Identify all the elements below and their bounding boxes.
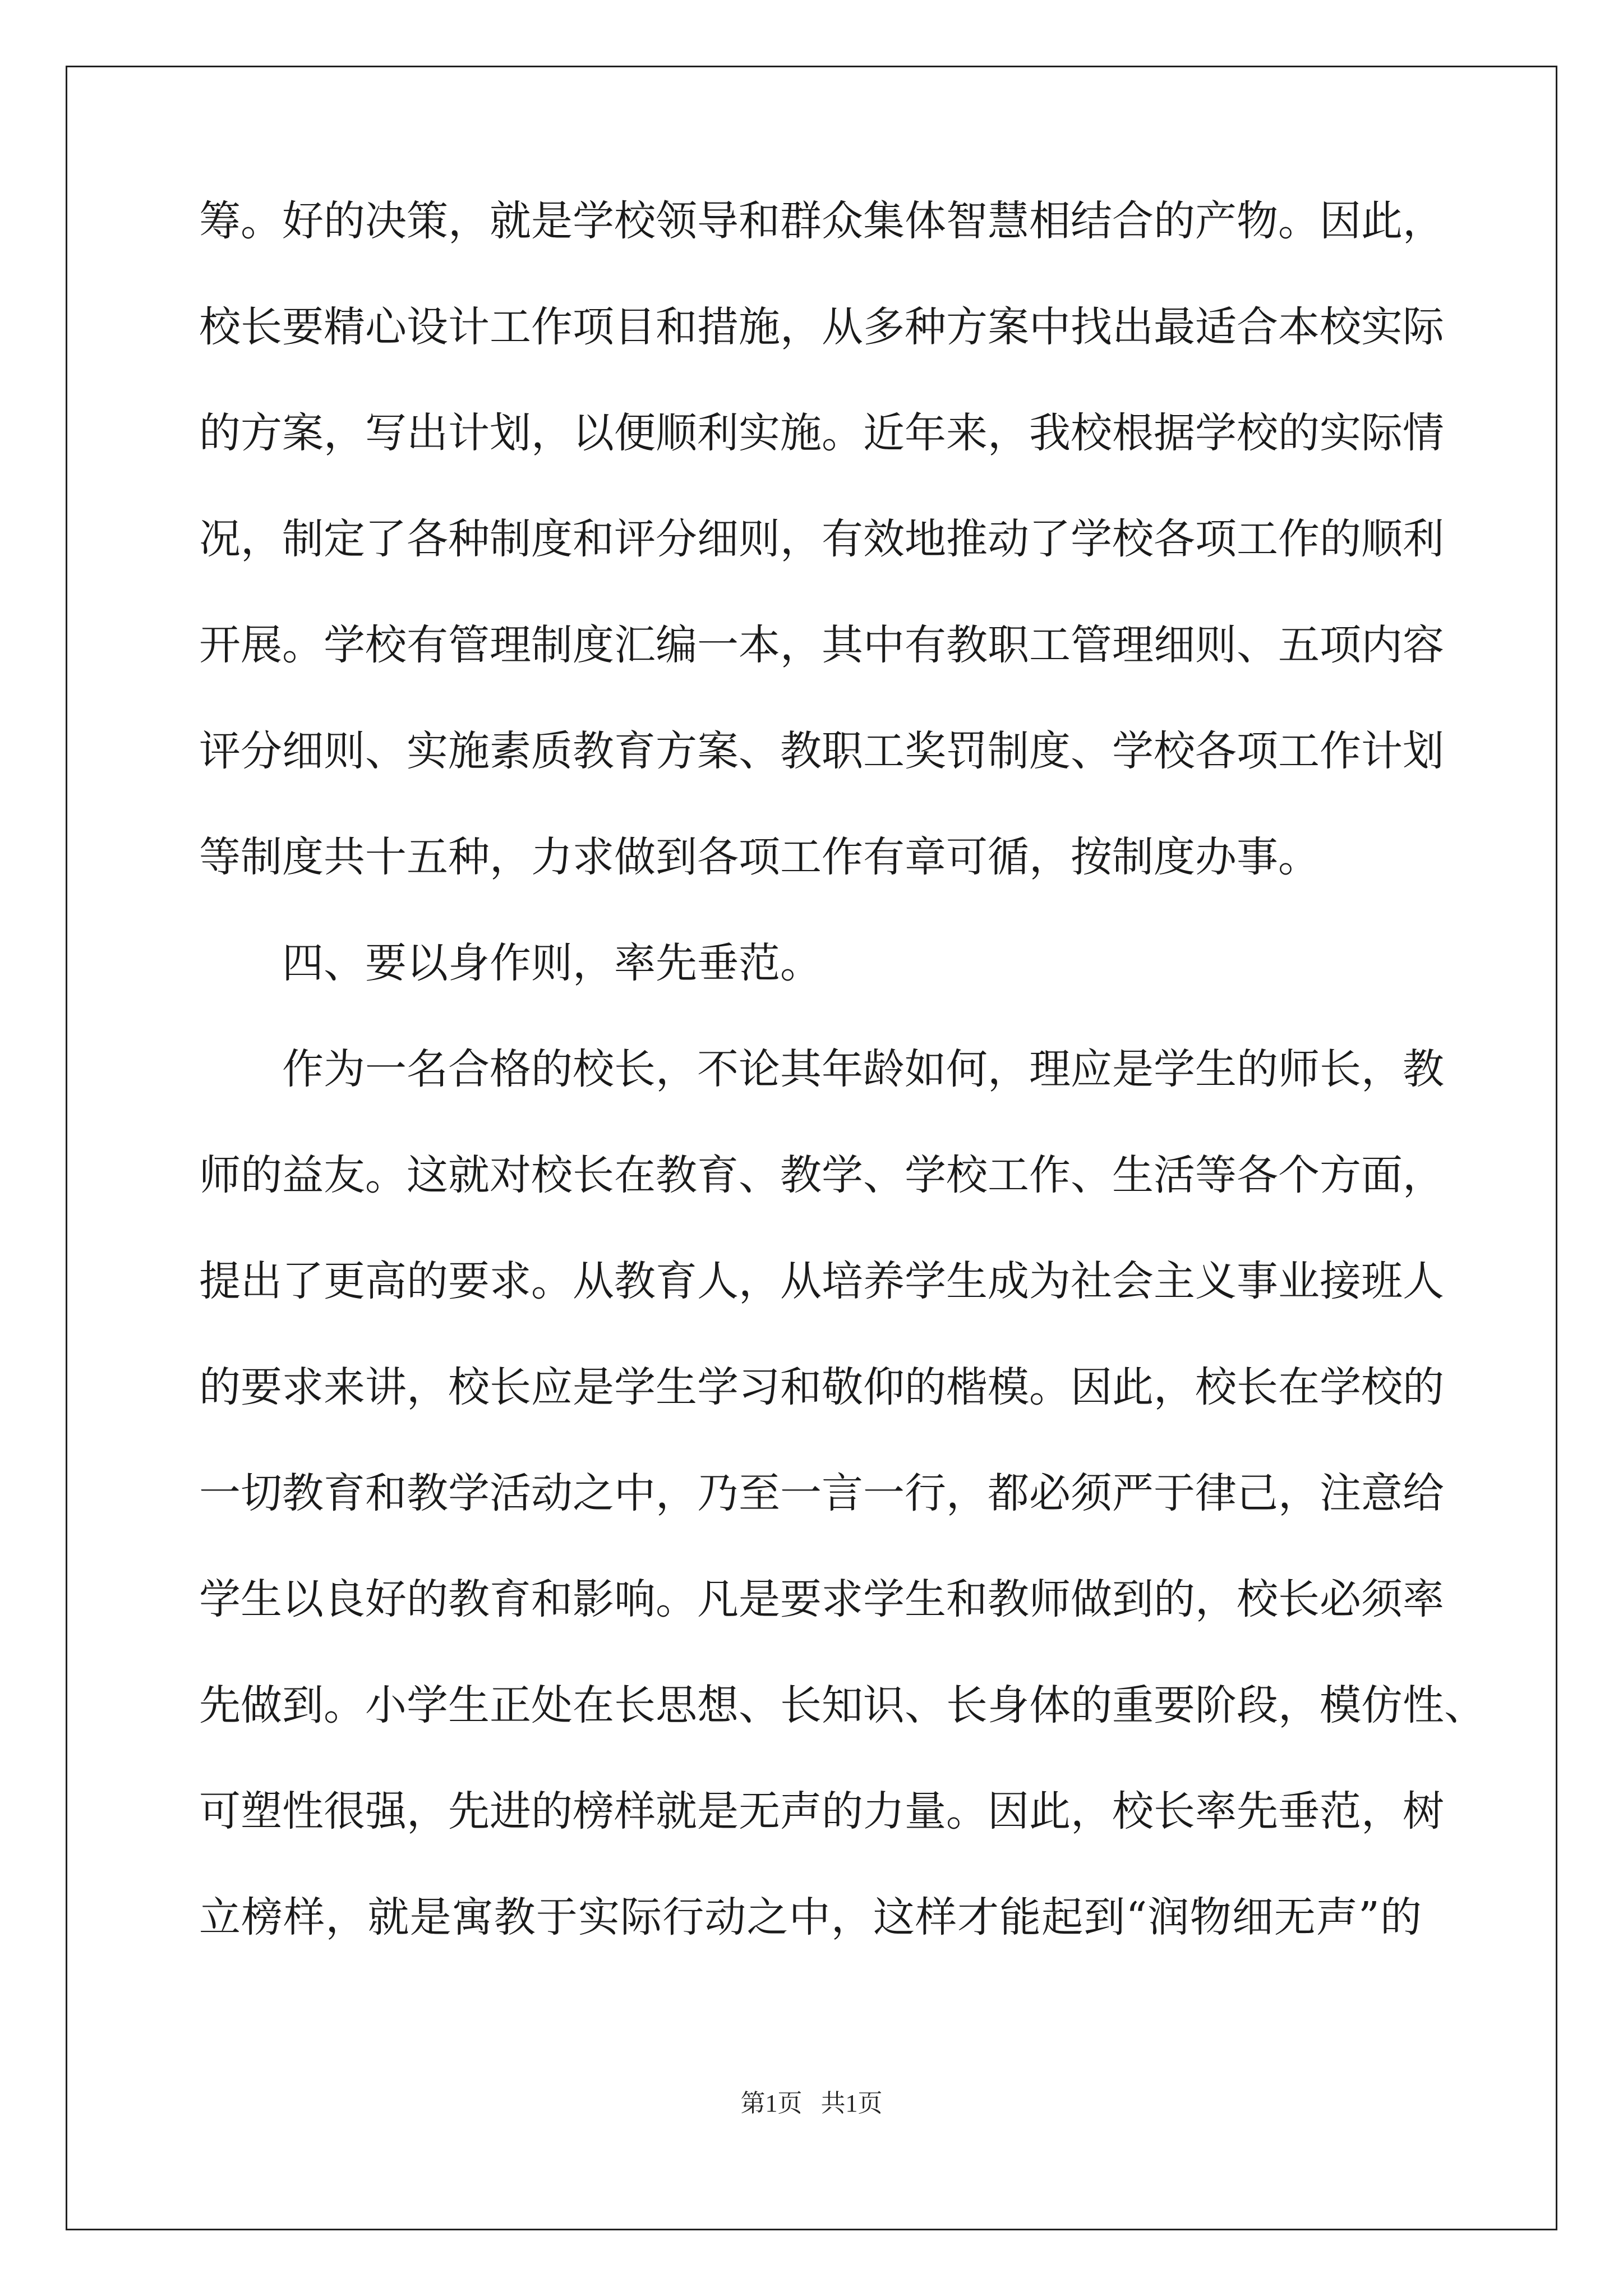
section-heading: 四、要以身作则，率先垂范。: [282, 939, 822, 987]
page-footer: 第1页 共1页: [740, 2090, 883, 2117]
text-line: 等制度共十五种，力求做到各项工作有章可循，按制度办事。: [199, 833, 1320, 881]
text-line: 作为一名合格的校长，不论其年龄如何，理应是学生的师长，教: [282, 1045, 1444, 1093]
text-line: 的方案，写出计划，以便顺利实施。近年来，我校根据学校的实际情: [199, 409, 1444, 457]
text-line: 提出了更高的要求。从教育人，从培养学生成为社会主义事业接班人: [199, 1257, 1444, 1305]
text-line: 开展。学校有管理制度汇编一本，其中有教职工管理细则、五项内容: [199, 621, 1444, 669]
text-line: 师的益友。这就对校长在教育、教学、学校工作、生活等各个方面，: [199, 1151, 1444, 1199]
document-body: [199, 168, 1486, 1971]
text-line: 先做到。小学生正处在长思想、长知识、长身体的重要阶段，模仿性、: [199, 1681, 1486, 1729]
text-line: 的要求来讲，校长应是学生学习和敬仰的楷模。因此，校长在学校的: [199, 1363, 1444, 1411]
text-line: 校长要精心设计工作项目和措施，从多种方案中找出最适合本校实际: [199, 303, 1444, 351]
text-line: 况，制定了各种制度和评分细则，有效地推动了学校各项工作的顺利: [199, 515, 1444, 563]
text-line: 可塑性很强，先进的榜样就是无声的力量。因此，校长率先垂范，树: [199, 1787, 1444, 1835]
text-line: 立榜样，就是寓教于实际行动之中，这样才能起到“润物细无声”的: [199, 1893, 1422, 1941]
text-line: 学生以良好的教育和影响。凡是要求学生和教师做到的，校长必须率: [199, 1575, 1444, 1623]
text-line: 评分细则、实施素质教育方案、教职工奖罚制度、学校各项工作计划: [199, 727, 1444, 775]
text-line: 一切教育和教学活动之中，乃至一言一行，都必须严于律己，注意给: [199, 1469, 1444, 1517]
text-line: 筹。好的决策，就是学校领导和群众集体智慧相结合的产物。因此，: [199, 197, 1444, 245]
